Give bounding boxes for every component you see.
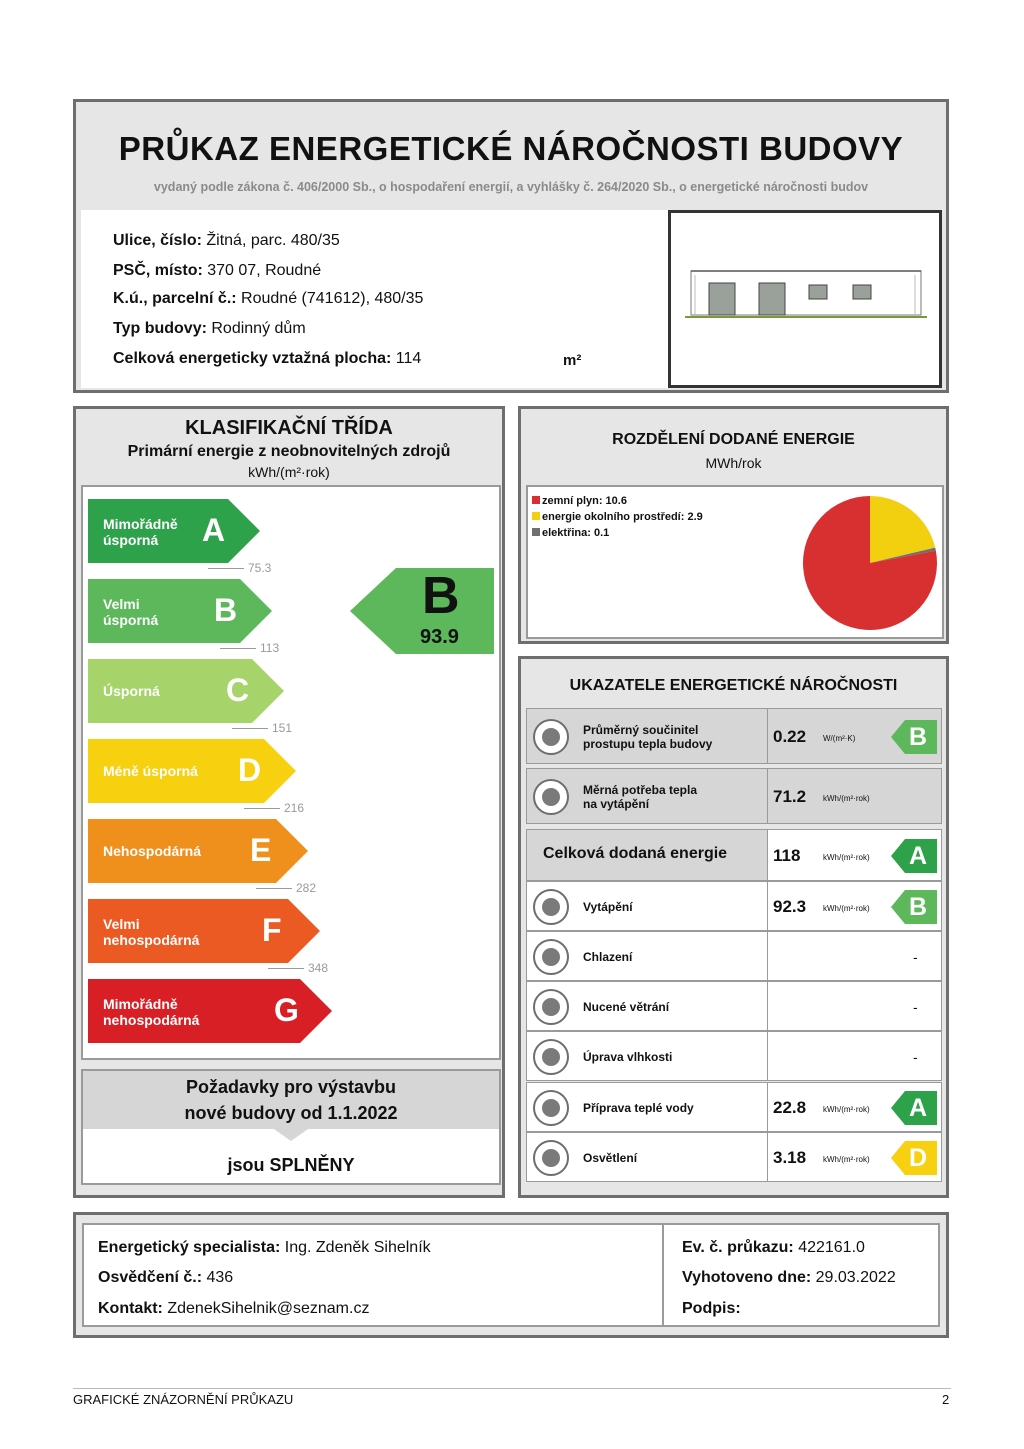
type-value: Rodinný dům [211, 320, 306, 337]
threshold-arrow-icon [232, 728, 268, 729]
street-value: Žitná, parc. 480/35 [206, 232, 340, 249]
distribution-chart [526, 485, 944, 639]
class-name-line-1: Mimořádně [103, 516, 178, 532]
distribution-unit: MWh/rok [705, 455, 762, 471]
indicator-name-line-1: Nucené větrání [583, 1000, 670, 1014]
class-threshold [268, 961, 328, 975]
icon-glyph [542, 788, 560, 806]
sign-label: Podpis: [682, 1300, 741, 1317]
building-elevation-drawing [671, 213, 939, 385]
distribution-panel [518, 406, 949, 644]
threshold-arrow-icon [268, 968, 304, 969]
indicator-name-line-1: Úprava vlhkosti [583, 1050, 673, 1064]
indicator-unit: kWh/(m²·rok) [823, 1105, 870, 1114]
ev-value: 422161.0 [798, 1239, 865, 1256]
indicator-name [583, 783, 697, 811]
class-arrow-g [88, 979, 332, 1043]
class-threshold [244, 801, 304, 815]
indicator-class-badge [891, 720, 937, 754]
class-arrow-d [88, 739, 296, 803]
indicator-class-badge [891, 890, 937, 924]
class-arrow-e [88, 819, 308, 883]
psc-label: PSČ, místo: [113, 262, 203, 279]
ev-row [682, 1239, 865, 1257]
ku-row [113, 290, 423, 308]
indicators-title: UKAZATELE ENERGETICKÉ NÁROČNOSTI [569, 677, 898, 694]
class-name [103, 996, 199, 1028]
classification-title: KLASIFIKAČNÍ TŘÍDA [185, 417, 393, 439]
building-image [668, 210, 942, 388]
indicator-class-badge [891, 1091, 937, 1125]
distribution-legend [532, 493, 703, 541]
class-threshold [208, 561, 271, 575]
heat-waves-icon [533, 779, 569, 815]
threshold-value: 348 [308, 961, 329, 975]
class-name-line-1: Mimořádně [103, 996, 178, 1012]
threshold-value: 151 [272, 721, 293, 735]
indicator-name-line-1: Měrná potřeba tepla [583, 783, 698, 797]
cert-value: 436 [206, 1269, 234, 1286]
threshold-value: 282 [296, 881, 317, 895]
requirements-result: jsou SPLNĚNY [227, 1155, 355, 1175]
class-name-line-1: Méně úsporná [103, 763, 198, 779]
class-name-line-2: nehospodárná [103, 932, 200, 948]
icon-glyph [542, 948, 560, 966]
class-letter: B [214, 592, 238, 628]
class-arrow-a [88, 499, 260, 563]
class-letter: F [262, 912, 282, 948]
distribution-title: ROZDĚLENÍ DODANÉ ENERGIE [612, 431, 855, 448]
class-name [103, 843, 201, 859]
indicator-empty: - [913, 999, 918, 1015]
psc-row [113, 262, 321, 280]
indicator-row [526, 1031, 942, 1081]
icon-glyph [542, 728, 560, 746]
distribution-pie-chart [800, 493, 940, 633]
indicator-unit: kWh/(m²·rok) [823, 904, 870, 913]
icon-glyph [542, 1048, 560, 1066]
result-value: 93.9 [420, 626, 459, 648]
badge-letter: A [909, 842, 928, 870]
contact-label: Kontakt: [98, 1300, 163, 1317]
date-value: 29.03.2022 [815, 1269, 896, 1286]
class-letter: G [274, 992, 299, 1028]
chevron-down-icon [271, 1127, 311, 1143]
class-name-line-2: nehospodárná [103, 1012, 200, 1028]
threshold-arrow-icon [256, 888, 292, 889]
indicator-row [526, 829, 942, 881]
indicator-name-line-2: na vytápění [583, 797, 650, 811]
indicator-name-line-1: Celková dodaná energie [543, 845, 728, 862]
area-value: 114 [395, 350, 422, 367]
classification-subtitle: Primární energie z neobnovitelných zdrojů [127, 443, 451, 460]
class-name-line-1: Velmi [103, 596, 140, 612]
threshold-arrow-icon [220, 648, 256, 649]
icon-glyph [542, 898, 560, 916]
indicator-value: 92.3 [773, 897, 807, 916]
type-row [113, 320, 306, 338]
class-name [103, 516, 178, 548]
date-row [682, 1269, 896, 1287]
classification-unit: kWh/(m²·rok) [248, 464, 330, 480]
class-letter: E [250, 832, 272, 868]
cert-label: Osvědčení č.: [98, 1269, 203, 1286]
class-letter: A [202, 512, 226, 548]
legend-item [532, 493, 703, 509]
class-arrow-c [88, 659, 284, 723]
page-footer-text: GRAFICKÉ ZNÁZORNĚNÍ PRŮKAZU [73, 1392, 294, 1407]
indicator-name [583, 1050, 672, 1064]
class-name-line-2: úsporná [103, 612, 159, 628]
area-unit: m² [563, 352, 582, 369]
legend-label: energie okolního prostředí: 2.9 [542, 511, 703, 523]
humidity-icon [533, 1039, 569, 1075]
result-letter: B [422, 567, 460, 625]
thermometer-minus-icon [533, 939, 569, 975]
class-name-line-1: Velmi [103, 916, 140, 932]
document-subtitle: vydaný podle zákona č. 406/2000 Sb., o hospodaření energií, a vyhlášky č. 264/2020 Sb., o energetické náročnosti budov [153, 180, 869, 194]
indicator-class-badge [891, 839, 937, 873]
column-divider [767, 709, 768, 763]
indicator-name [583, 1000, 669, 1014]
contact-row [98, 1300, 369, 1318]
indicator-row [526, 881, 942, 931]
indicator-value: 3.18 [773, 1148, 807, 1167]
street-row [113, 232, 340, 250]
date-label: Vyhotoveno dne: [682, 1269, 812, 1286]
psc-value: 370 07, Roudné [207, 262, 322, 279]
threshold-value: 216 [284, 801, 305, 815]
class-name-line-1: Úsporná [103, 683, 160, 699]
page-footer-line [73, 1388, 951, 1389]
fan-icon [533, 989, 569, 1025]
indicator-name [583, 723, 712, 751]
threshold-arrow-icon [208, 568, 244, 569]
contact-value: ZdenekSihelnik@seznam.cz [167, 1300, 370, 1317]
class-name [103, 763, 198, 779]
class-threshold [232, 721, 292, 735]
legend-label: zemní plyn: 10.6 [542, 495, 627, 507]
legend-item [532, 509, 703, 525]
threshold-value: 75.3 [248, 561, 272, 575]
indicator-unit: kWh/(m²·rok) [823, 1155, 870, 1164]
indicator-name-line-1: Chlazení [583, 950, 633, 964]
indicator-empty: - [913, 1049, 918, 1065]
faucet-icon [533, 1090, 569, 1126]
specialist-row [98, 1239, 431, 1257]
class-threshold [220, 641, 279, 655]
indicator-row [526, 708, 942, 764]
indicator-value: 0.22 [773, 727, 807, 746]
area-row [113, 350, 421, 368]
indicator-value: 22.8 [773, 1098, 807, 1117]
class-name [103, 683, 160, 699]
badge-letter: A [909, 1094, 928, 1122]
badge-letter: B [909, 723, 928, 751]
class-name-line-1: Nehospodárná [103, 843, 202, 859]
indicator-name [583, 1101, 694, 1115]
result-class-arrow [350, 568, 494, 654]
requirements-line-2: nové budovy od 1.1.2022 [184, 1103, 398, 1123]
area-label: Celková energeticky vztažná plocha: [113, 350, 392, 367]
requirements-line-1: Požadavky pro výstavbu [185, 1077, 397, 1097]
icon-glyph [542, 1099, 560, 1117]
indicator-name [543, 847, 727, 861]
indicator-name [583, 950, 632, 964]
indicator-unit: kWh/(m²·rok) [823, 853, 870, 862]
indicator-row [526, 768, 942, 824]
indicator-name [583, 1151, 637, 1165]
indicator-row [526, 1082, 942, 1132]
column-divider [767, 769, 768, 823]
indicator-class-badge [891, 1141, 937, 1175]
class-name [103, 596, 158, 628]
indicator-unit: W/(m²·K) [823, 734, 856, 743]
specialist-panel [73, 1212, 949, 1338]
badge-letter: B [909, 893, 928, 921]
legend-swatch [532, 496, 540, 504]
class-arrow-b [88, 579, 272, 643]
building-info [81, 210, 669, 388]
indicator-row [526, 931, 942, 981]
house-icon [533, 719, 569, 755]
indicator-row [526, 981, 942, 1031]
specialist-label: Energetický specialista: [98, 1239, 281, 1256]
type-label: Typ budovy: [113, 320, 207, 337]
specialist-info [82, 1223, 940, 1327]
ku-value: Roudné (741612), 480/35 [241, 290, 424, 307]
threshold-arrow-icon [244, 808, 280, 809]
legend-swatch [532, 512, 540, 520]
indicator-name-line-1: Vytápění [583, 900, 633, 914]
indicator-name-line-1: Příprava teplé vody [583, 1101, 694, 1115]
thermometer-plus-icon [533, 889, 569, 925]
class-letter: C [226, 672, 250, 708]
legend-swatch [532, 528, 540, 536]
specialist-value: Ing. Zdeněk Sihelník [284, 1239, 431, 1256]
bulb-icon [533, 1140, 569, 1176]
indicator-name-line-1: Osvětlení [583, 1151, 638, 1165]
page-number: 2 [942, 1392, 950, 1407]
requirements-box [81, 1069, 501, 1185]
divider [662, 1225, 664, 1325]
indicator-empty: - [913, 949, 918, 965]
document-title: PRŮKAZ ENERGETICKÉ NÁROČNOSTI BUDOVY [118, 130, 904, 167]
street-label: Ulice, číslo: [113, 232, 202, 249]
class-letter: D [238, 752, 262, 788]
ku-label: K.ú., parcelní č.: [113, 290, 237, 307]
indicator-name-line-2: prostupu tepla budovy [583, 737, 713, 751]
badge-letter: D [909, 1144, 928, 1172]
cert-row [98, 1269, 233, 1287]
indicator-name [583, 900, 633, 914]
indicator-row [526, 1132, 942, 1182]
ev-label: Ev. č. průkazu: [682, 1239, 794, 1256]
icon-glyph [542, 998, 560, 1016]
header-panel [73, 99, 949, 393]
icon-glyph [542, 1149, 560, 1167]
indicator-unit: kWh/(m²·rok) [823, 794, 870, 803]
class-name [103, 916, 199, 948]
indicator-value: 71.2 [773, 787, 807, 806]
indicator-name-line-1: Průměrný součinitel [583, 723, 699, 737]
class-name-line-2: úsporná [103, 532, 159, 548]
legend-item [532, 525, 703, 541]
legend-label: elektřina: 0.1 [542, 527, 610, 539]
threshold-value: 113 [260, 641, 280, 655]
class-threshold [256, 881, 316, 895]
class-arrow-f [88, 899, 320, 963]
indicator-value: 118 [773, 846, 801, 865]
